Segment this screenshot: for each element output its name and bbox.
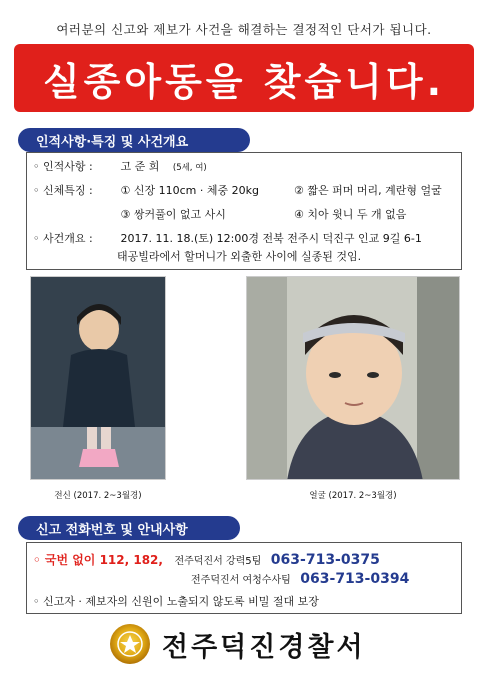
unit-1: 전주덕진서 강력5팀 (174, 556, 262, 567)
face-photo-illustration (247, 277, 460, 480)
privacy-row (33, 593, 319, 609)
personal-name: 고 준 희 (120, 160, 160, 173)
incident-line-2: 태공빌라에서 할머니가 외출한 사이에 실종된 것임. (117, 250, 362, 263)
feature-3: ③ 쌍커풀이 없고 사시 (120, 208, 226, 221)
feature-2: ② 짧은 퍼머 머리, 계란형 얼굴 (294, 184, 442, 197)
title-banner (14, 44, 474, 112)
features-row-2 (33, 207, 406, 223)
phone-2[interactable]: 063-713-0394 (300, 571, 410, 587)
full-body-photo-illustration (31, 277, 166, 480)
police-emblem-icon (110, 624, 150, 664)
contact-info-box (26, 542, 462, 614)
incident-row (33, 231, 422, 247)
face-photo (246, 276, 460, 480)
contact-row-1 (33, 551, 380, 568)
police-station-footer (110, 622, 390, 666)
feature-1: ① 신장 110cm · 체중 20kg (120, 184, 259, 197)
unit-2: 전주덕진서 여청수사팀 (191, 575, 291, 586)
personal-row (33, 159, 207, 175)
police-emblem-graphic (116, 630, 144, 658)
top-note: 여러분의 신고와 제보가 사건을 해결하는 결정적인 단서가 됩니다. (56, 22, 432, 37)
face-caption: 얼굴 (2017. 2~3월경) (309, 491, 397, 501)
personal-label: ◦ 인적사항 : (33, 160, 93, 173)
section-heading-contact: 신고 전화번호 및 안내사항 (18, 516, 240, 540)
contact-row-2 (191, 571, 409, 587)
personal-info-box (26, 152, 462, 270)
phone-1[interactable]: 063-713-0375 (270, 552, 380, 568)
incident-line-1: 2017. 11. 18.(토) 12:00경 전북 전주시 덕진구 인교 9길 6-1 (120, 232, 422, 245)
incident-row-2 (117, 249, 361, 265)
personal-age: (5세, 여) (172, 163, 207, 173)
features-row-1 (33, 183, 442, 199)
features-label: ◦ 신체특징 : (33, 184, 93, 197)
poster-title: 실종아동을 찾습니다. (42, 59, 446, 104)
full-body-caption: 전신 (2017. 2~3월경) (54, 491, 142, 501)
privacy-note: ◦ 신고자 · 제보자의 신원이 노출되지 않도록 비밀 절대 보장 (33, 595, 319, 608)
section-heading-personal-info: 인적사항·특징 및 사건개요 (18, 128, 250, 152)
feature-4: ④ 치아 윗니 두 개 없음 (294, 208, 407, 221)
full-body-photo (30, 276, 166, 480)
station-name: 전주덕진경찰서 (162, 631, 366, 663)
emergency-numbers: ◦ 국번 없이 112, 182, (33, 553, 163, 567)
incident-label: ◦ 사건개요 : (33, 232, 93, 245)
